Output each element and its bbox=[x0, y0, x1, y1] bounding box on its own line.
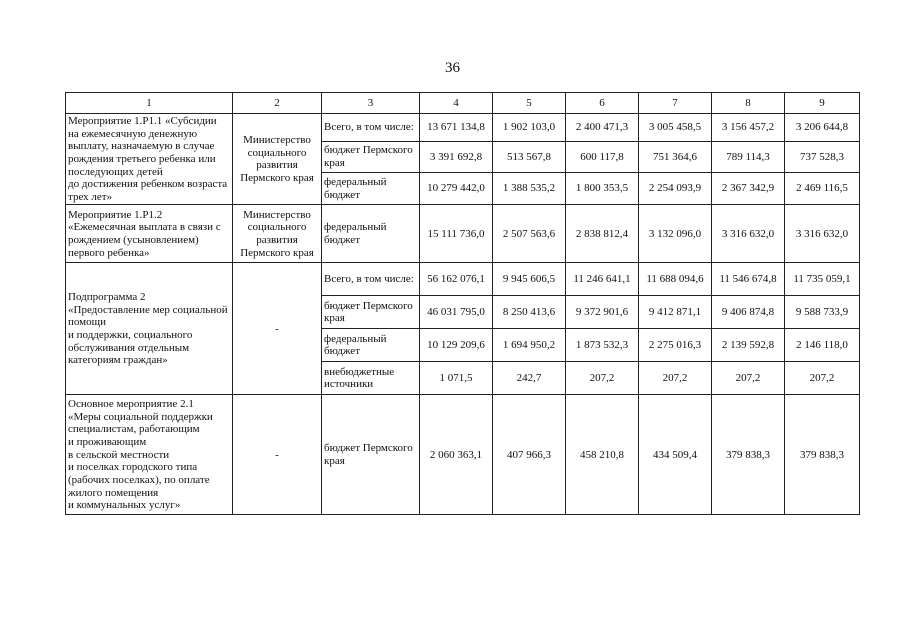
funding-source-cell: федеральный бюджет bbox=[322, 205, 420, 263]
measure-name-cell: Подпрограмма 2 «Предоставление мер социальной помощи и поддержки, социального обслуживания отдельным категориям граждан» bbox=[66, 263, 233, 395]
amount-cell: 458 210,8 bbox=[566, 395, 639, 515]
amount-cell: 434 509,4 bbox=[639, 395, 712, 515]
amount-cell: 11 735 059,1 bbox=[785, 263, 860, 296]
amount-cell: 3 391 692,8 bbox=[420, 142, 493, 173]
amount-cell: 10 279 442,0 bbox=[420, 172, 493, 205]
column-header: 2 bbox=[233, 93, 322, 114]
amount-cell: 207,2 bbox=[785, 362, 860, 395]
amount-cell: 2 146 118,0 bbox=[785, 329, 860, 362]
column-header: 6 bbox=[566, 93, 639, 114]
funding-source-cell: Всего, в том числе: bbox=[322, 114, 420, 142]
budget-table bbox=[65, 92, 860, 515]
page-number: 36 bbox=[445, 60, 460, 76]
amount-cell: 789 114,3 bbox=[712, 142, 785, 173]
amount-cell: 15 111 736,0 bbox=[420, 205, 493, 263]
amount-cell: 3 156 457,2 bbox=[712, 114, 785, 142]
amount-cell: 9 588 733,9 bbox=[785, 296, 860, 329]
amount-cell: 9 412 871,1 bbox=[639, 296, 712, 329]
amount-cell: 513 567,8 bbox=[493, 142, 566, 173]
amount-cell: 2 469 116,5 bbox=[785, 172, 860, 205]
amount-cell: 751 364,6 bbox=[639, 142, 712, 173]
amount-cell: 2 838 812,4 bbox=[566, 205, 639, 263]
amount-cell: 1 388 535,2 bbox=[493, 172, 566, 205]
amount-cell: 11 246 641,1 bbox=[566, 263, 639, 296]
amount-cell: 379 838,3 bbox=[785, 395, 860, 515]
column-header: 9 bbox=[785, 93, 860, 114]
amount-cell: 10 129 209,6 bbox=[420, 329, 493, 362]
amount-cell: 1 873 532,3 bbox=[566, 329, 639, 362]
amount-cell: 9 945 606,5 bbox=[493, 263, 566, 296]
amount-cell: 11 546 674,8 bbox=[712, 263, 785, 296]
amount-cell: 3 316 632,0 bbox=[712, 205, 785, 263]
amount-cell: 3 206 644,8 bbox=[785, 114, 860, 142]
funding-source-cell: федеральный бюджет bbox=[322, 172, 420, 205]
column-header: 4 bbox=[420, 93, 493, 114]
measure-name-cell: Основное мероприятие 2.1 «Меры социальной поддержки специалистам, работающим и проживающим в сельской местности и поселках городского типа (рабочих поселках), по оплате жилого помещения и коммунальных услуг» bbox=[66, 395, 233, 515]
amount-cell: 2 254 093,9 bbox=[639, 172, 712, 205]
funding-source-cell: федеральный бюджет bbox=[322, 329, 420, 362]
column-header: 7 bbox=[639, 93, 712, 114]
measure-name-cell: Мероприятие 1.Р1.1 «Субсидии на ежемесячную денежную выплату, назначаемую в случае рождения третьего ребенка или последующих детей до достижения ребенком возраста трех лет» bbox=[66, 114, 233, 205]
funding-source-cell: бюджет Пермского края bbox=[322, 395, 420, 515]
amount-cell: 600 117,8 bbox=[566, 142, 639, 173]
table-row bbox=[66, 205, 860, 263]
amount-cell: 1 694 950,2 bbox=[493, 329, 566, 362]
responsible-org-cell: Министерство социального развития Пермского края bbox=[233, 114, 322, 205]
amount-cell: 207,2 bbox=[639, 362, 712, 395]
header-row bbox=[66, 93, 860, 114]
funding-source-cell: внебюджетные источники bbox=[322, 362, 420, 395]
table-body bbox=[66, 114, 860, 515]
amount-cell: 1 071,5 bbox=[420, 362, 493, 395]
column-header: 5 bbox=[493, 93, 566, 114]
amount-cell: 379 838,3 bbox=[712, 395, 785, 515]
amount-cell: 407 966,3 bbox=[493, 395, 566, 515]
amount-cell: 207,2 bbox=[566, 362, 639, 395]
responsible-org-cell: - bbox=[233, 395, 322, 515]
amount-cell: 2 060 363,1 bbox=[420, 395, 493, 515]
amount-cell: 2 367 342,9 bbox=[712, 172, 785, 205]
amount-cell: 2 275 016,3 bbox=[639, 329, 712, 362]
column-header: 8 bbox=[712, 93, 785, 114]
amount-cell: 56 162 076,1 bbox=[420, 263, 493, 296]
amount-cell: 2 507 563,6 bbox=[493, 205, 566, 263]
amount-cell: 9 406 874,8 bbox=[712, 296, 785, 329]
table-row bbox=[66, 395, 860, 515]
amount-cell: 46 031 795,0 bbox=[420, 296, 493, 329]
responsible-org-cell: Министерство социального развития Пермского края bbox=[233, 205, 322, 263]
amount-cell: 2 400 471,3 bbox=[566, 114, 639, 142]
responsible-org-cell: - bbox=[233, 263, 322, 395]
funding-source-cell: Всего, в том числе: bbox=[322, 263, 420, 296]
table-row bbox=[66, 263, 860, 296]
table-row bbox=[66, 114, 860, 142]
column-header: 3 bbox=[322, 93, 420, 114]
amount-cell: 1 902 103,0 bbox=[493, 114, 566, 142]
amount-cell: 9 372 901,6 bbox=[566, 296, 639, 329]
measure-name-cell: Мероприятие 1.Р1.2 «Ежемесячная выплата в связи с рождением (усыновлением) первого ребенка» bbox=[66, 205, 233, 263]
amount-cell: 242,7 bbox=[493, 362, 566, 395]
amount-cell: 11 688 094,6 bbox=[639, 263, 712, 296]
amount-cell: 1 800 353,5 bbox=[566, 172, 639, 205]
funding-source-cell: бюджет Пермского края bbox=[322, 296, 420, 329]
amount-cell: 3 132 096,0 bbox=[639, 205, 712, 263]
amount-cell: 8 250 413,6 bbox=[493, 296, 566, 329]
amount-cell: 13 671 134,8 bbox=[420, 114, 493, 142]
amount-cell: 2 139 592,8 bbox=[712, 329, 785, 362]
amount-cell: 207,2 bbox=[712, 362, 785, 395]
amount-cell: 3 005 458,5 bbox=[639, 114, 712, 142]
funding-source-cell: бюджет Пермского края bbox=[322, 142, 420, 173]
amount-cell: 3 316 632,0 bbox=[785, 205, 860, 263]
amount-cell: 737 528,3 bbox=[785, 142, 860, 173]
column-header: 1 bbox=[66, 93, 233, 114]
